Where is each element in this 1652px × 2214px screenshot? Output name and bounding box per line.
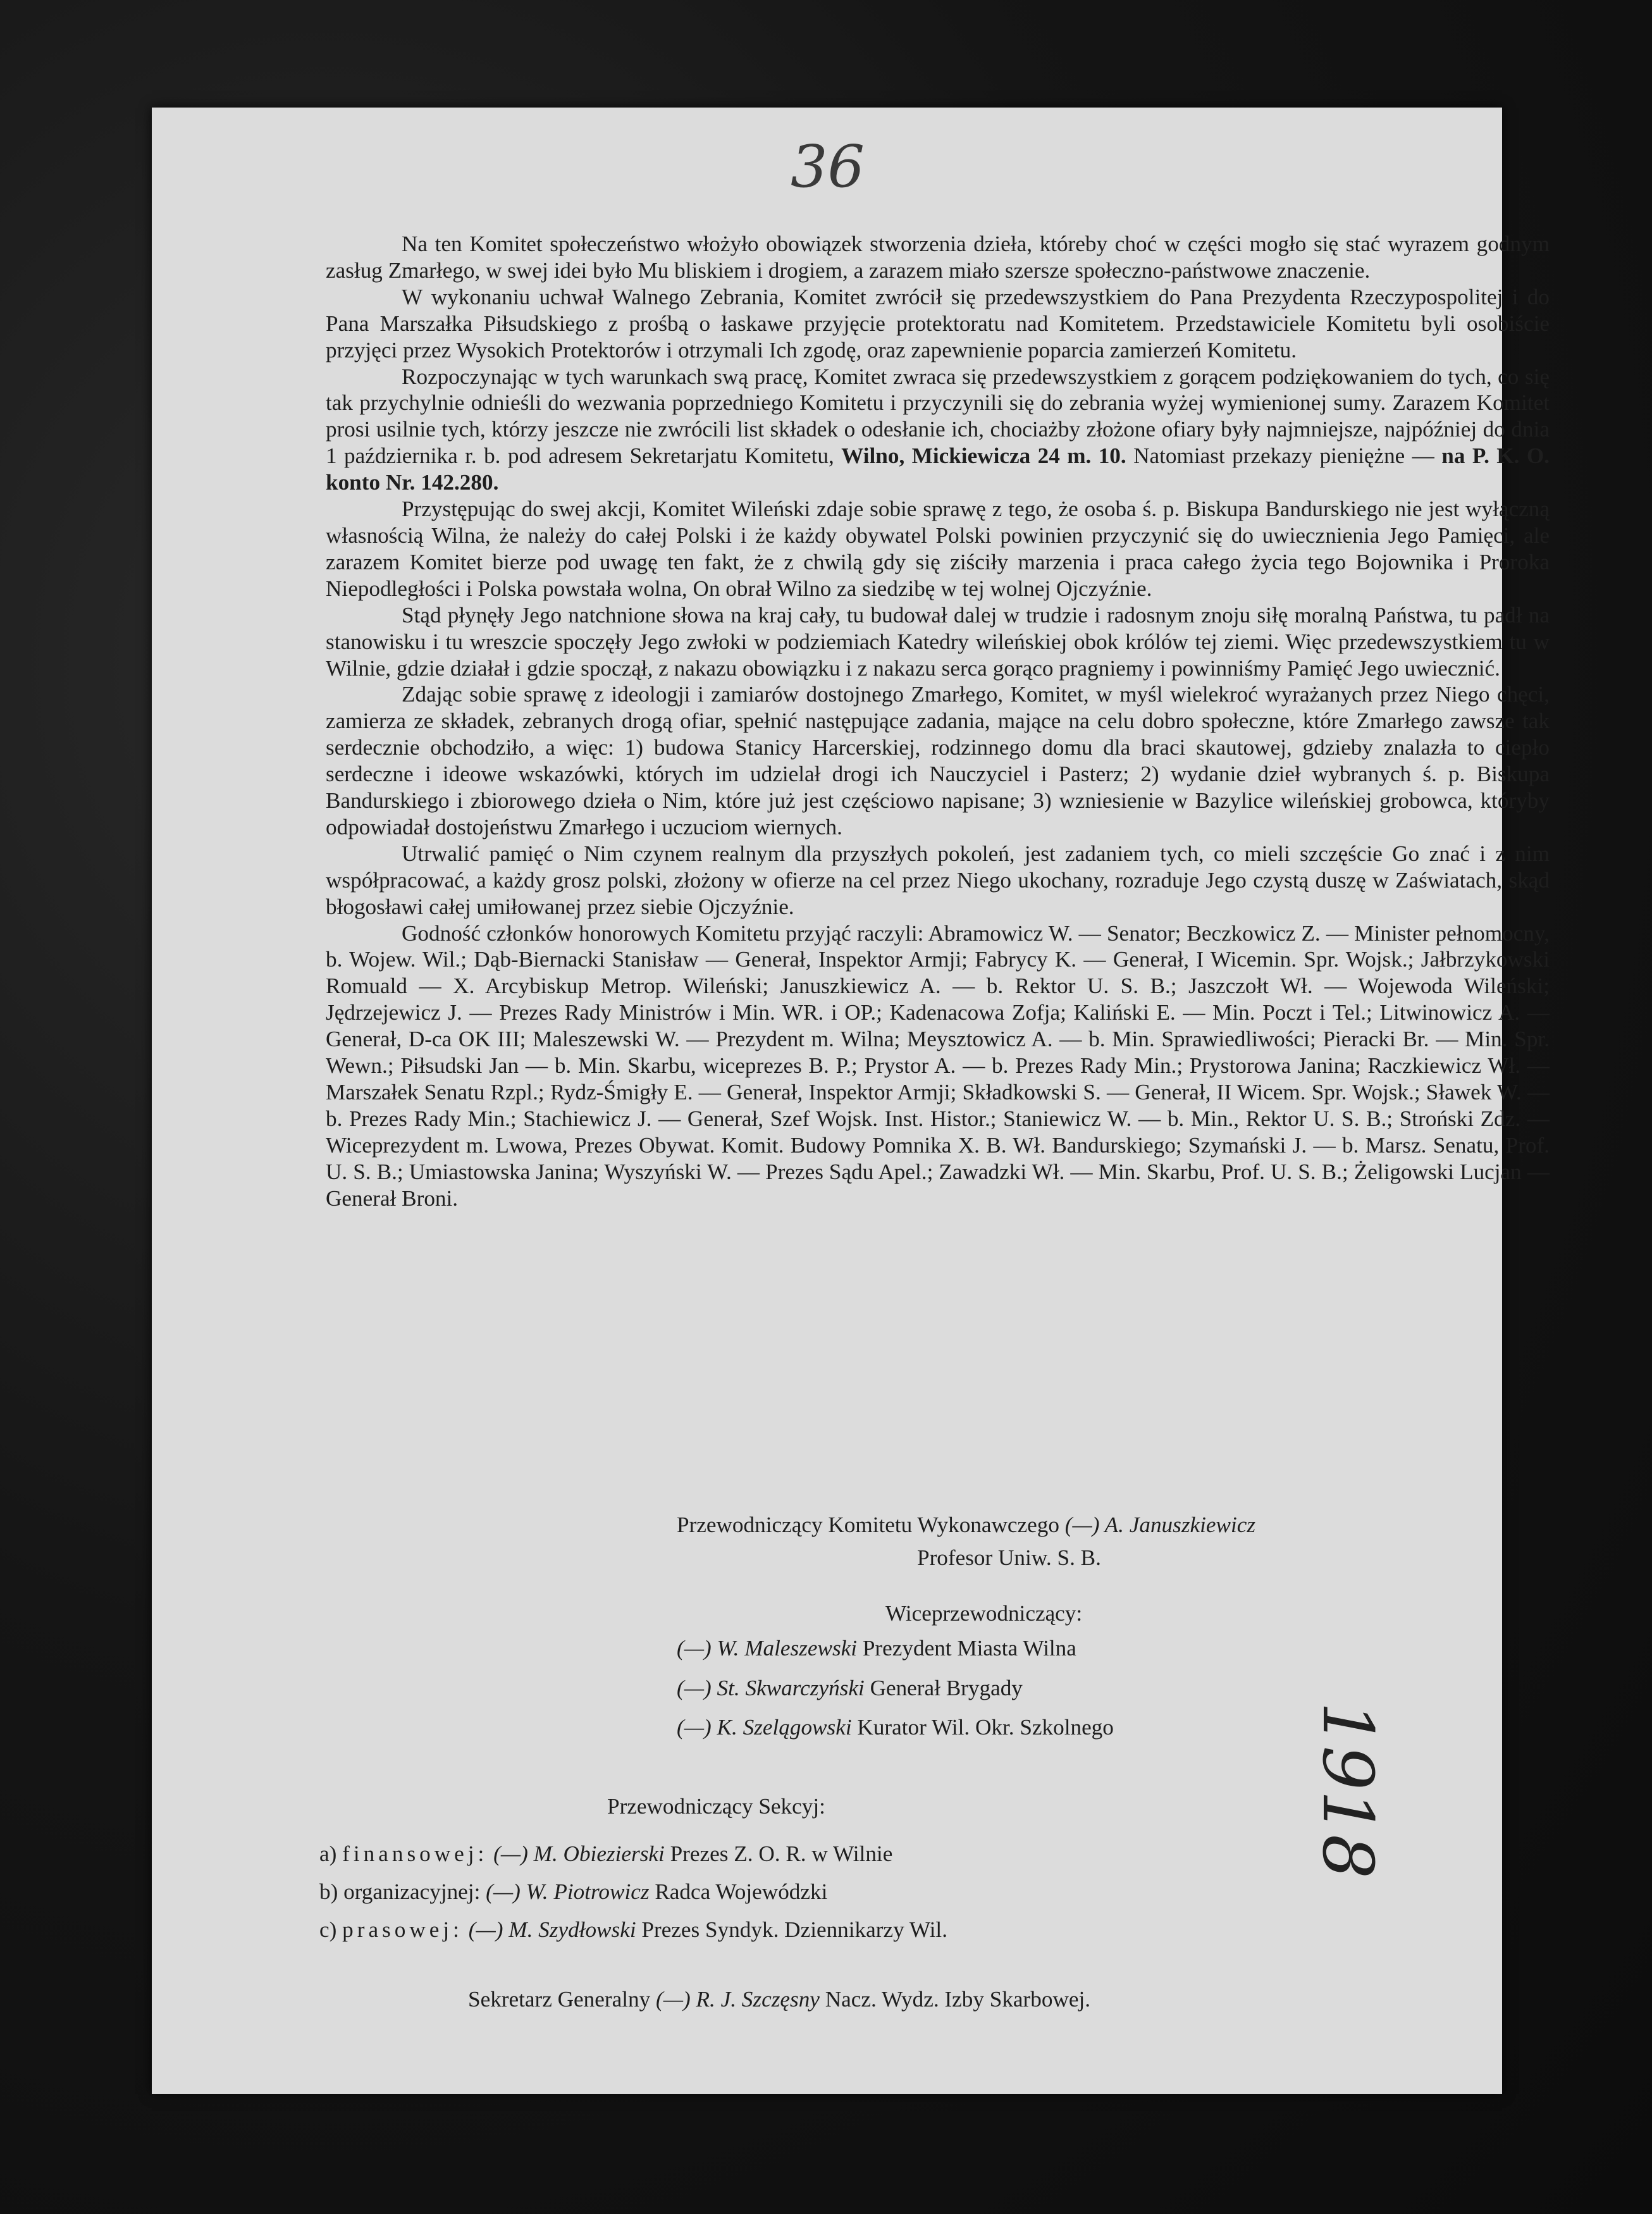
paragraph-1: Na ten Komitet społeczeństwo włożyło obowiązek stworzenia dzieła, któreby choć w części mogło się stać wyrazem godnym zasług Zmarłego, w swej idei było Mu bliskiem i drogiem, a zarazem miało szersze społeczno-państwowe znaczenie. — [326, 232, 1550, 283]
section-b: b) organizacyjnej: (—) W. Piotrowicz Radca Wojewódzki — [319, 1879, 828, 1904]
vice-3: (—) K. Szelągowski Kurator Wil. Okr. Szkolnego — [677, 1715, 1114, 1740]
letter-body — [326, 231, 1550, 1212]
paragraph-4: Przystępując do swej akcji, Komitet Wileński zdaje sobie sprawę z tego, że osoba ś. p. Biskupa Bandurskiego nie jest wyłączną własnością Wilna, że należy do całej Polski i że każdy obywatel Polski powinien przyczynić się do uwiecznienia Jego Pamięci, ale zarazem Komitet bierze pod uwagę ten fakt, że z chwilą gdy się ziściły marzenia i praca całego życia tego Bojownika i Proroka Niepodległości i Polska powstała wolna, On obrał Wilno za siedzibę w tej wolnej Ojczyźnie. — [326, 497, 1550, 601]
document-page — [152, 108, 1550, 2094]
chairman-title: Profesor Uniw. S. B. — [917, 1545, 1101, 1570]
office-address: Wilno, Mickiewicza 24 m. 10. — [841, 443, 1126, 469]
vice-1: (—) W. Maleszewski Prezydent Miasta Wilna — [677, 1636, 1076, 1660]
handwritten-page-number: 36 — [791, 133, 865, 201]
section-c: c) prasowej: (—) M. Szydłowski Prezes Syndyk. Dziennikarzy Wil. — [319, 1917, 948, 1942]
paragraph-3: Rozpoczynając w tych warunkach swą pracę, Komitet zwraca się przedewszystkiem z gorącem podziękowaniem do tych, co się tak przychylnie odnieśli do wezwania poprzedniego Komitetu i przyczynili się do zebrania wyżej wymienionej sumy. Zarazem Komitet prosi usilnie tych, którzy jeszcze nie zwrócili list składek o odesłanie ich, chociażby złożone ofiary były najmniejsze, najpóźniej do dnia 1 października r. b. pod adresem Sekretarjatu Komitetu, Wilno, Mickiewicza 24 m. 10. Natomiast przekazy pieniężne — na P. K. O. konto Nr. 142.280. — [326, 364, 1550, 495]
paragraph-2: W wykonaniu uchwał Walnego Zebrania, Komitet zwrócił się przedewszystkiem do Pana Prezydenta Rzeczypospolitej i do Pana Marszałka Piłsudskiego z prośbą o łaskawe przyjęcie protektoratu nad Komitetem. Przedstawiciele Komitetu byli osobiście przyjęci przez Wysokich Protektorów i otrzymali Ich zgodę, oraz zapewnienie poparcia zamierzeń Komitetu. — [326, 284, 1550, 362]
paragraph-6: Zdając sobie sprawę z ideologji i zamiarów dostojnego Zmarłego, Komitet, w myśl wielekroć wyrażanych przez Niego chęci, zamierza ze składek, zebranych drogą ofiar, spełnić następujące zadania, mające na celu dobro społeczne, które Zmarłego zawsze tak serdecznie obchodziło, a więc: 1) budowa Stanicy Harcerskiej, rodzinnego domu dla braci skautowej, gdzieby znalazła to ciepło serdeczne i ideowe wskazówki, których im udzielał drogi ich Nauczyciel i Pasterz; 2) wydanie dzieł wybranych ś. p. Biskupa Bandurskiego i zbiorowego dzieła o Nim, które już jest częściowo napisane; 3) wzniesienie w Bazylice wileńskiej grobowca, któryby odpowiadał dostojeństwu Zmarłego i uczuciom wiernych. — [326, 682, 1550, 839]
section-a: a) finansowej: (—) M. Obiezierski Prezes Z. O. R. w Wilnie — [319, 1841, 893, 1866]
secretary-line: Sekretarz Generalny (—) R. J. Szczęsny Nacz. Wydz. Izby Skarbowej. — [468, 1987, 1091, 2012]
bank-account: na P. K. O. konto Nr. 142.280. — [326, 443, 1550, 495]
paragraph-5: Stąd płynęły Jego natchnione słowa na kraj cały, tu budował dalej w trudzie i radosnym znoju siłę moralną Państwa, tu padł na stanowisku i tu wreszcie spoczęły Jego zwłoki w podziemiach Katedry wileńskiej obok królów tej ziemi. Więc przedewszystkiem tu w Wilnie, gdzie działał i gdzie spoczął, z nakazu obowiązku i z nakazu serca gorąco pragniemy i powinniśmy Pamięć Jego uwiecznić. — [326, 602, 1550, 681]
paragraph-honorary-members: Godność członków honorowych Komitetu przyjąć raczyli: Abramowicz W. — Senator; Beczkowicz Z. — Minister pełnomocny, b. Wojew. Wil.; Dąb-Biernacki Stanisław — Generał, Inspektor Armji; Fabrycy K. — Generał, I Wicemin. Spr. Wojsk.; Jałbrzykowski Romuald — X. Arcybiskup Metrop. Wileński; Januszkiewicz A. — b. Rektor U. S. B.; Jaszczołt Wł. — Wojewoda Wileński; Jędrzejewicz J. — Prezes Rady Ministrów i Min. WR. i OP.; Kadenacowa Zofja; Kaliński E. — Min. Poczt i Tel.; Litwinowicz A. — Generał, D-ca OK III; Maleszewski W. — Prezydent m. Wilna; Meysztowicz A. — b. Min. Sprawiedliwości; Pieracki Br. — Min. Spr. Wewn.; Piłsudski Jan — b. Min. Skarbu, wiceprezes B. P.; Prystor A. — b. Prezes Rady Min.; Prystorowa Janina; Raczkiewicz Wł. — Marszałek Senatu Rzpl.; Rydz-Śmigły E. — Generał, Inspektor Armji; Składkowski S. — Generał, II Wicem. Spr. Wojsk.; Sławek W. — b. Prezes Rady Min.; Stachiewicz J. — Generał, Szef Wojsk. Inst. Histor.; Staniewicz W. — b. Min., Rektor U. S. B.; Stroński Zdz. — Wiceprezydent m. Lwowa, Prezes Obywat. Komit. Budowy Pomnika X. B. Wł. Bandurskiego; Szymański J. — b. Marsz. Senatu, Prof. U. S. B.; Umiastowska Janina; Wyszyński W. — Prezes Sądu Apel.; Zawadzki Wł. — Min. Skarbu, Prof. U. S. B.; Żeligowski Lucjan — Generał Broni. — [326, 920, 1550, 1211]
handwritten-margin-note: 1918 — [1307, 1702, 1388, 1879]
chairman-name: (—) A. Januszkiewicz — [1064, 1512, 1256, 1537]
chairman-line: Przewodniczący Komitetu Wykonawczego (—) A. Januszkiewicz — [677, 1512, 1256, 1537]
paragraph-7: Utrwalić pamięć o Nim czynem realnym dla przyszłych pokoleń, jest zadaniem tych, co mieli szczęście Go znać i z nim współpracować, a każdy grosz polski, złożony w ofierze na cel przez Niego ukochany, rozraduje Jego czystą duszę w Zaświatach, skąd błogosławi całej umiłowanej przez siebie Ojczyźnie. — [326, 841, 1550, 919]
sections-label: Przewodniczący Sekcyj: — [607, 1794, 825, 1819]
vice-2: (—) St. Skwarczyński Generał Brygady — [677, 1676, 1023, 1700]
vice-label: Wiceprzewodniczący: — [885, 1601, 1083, 1626]
